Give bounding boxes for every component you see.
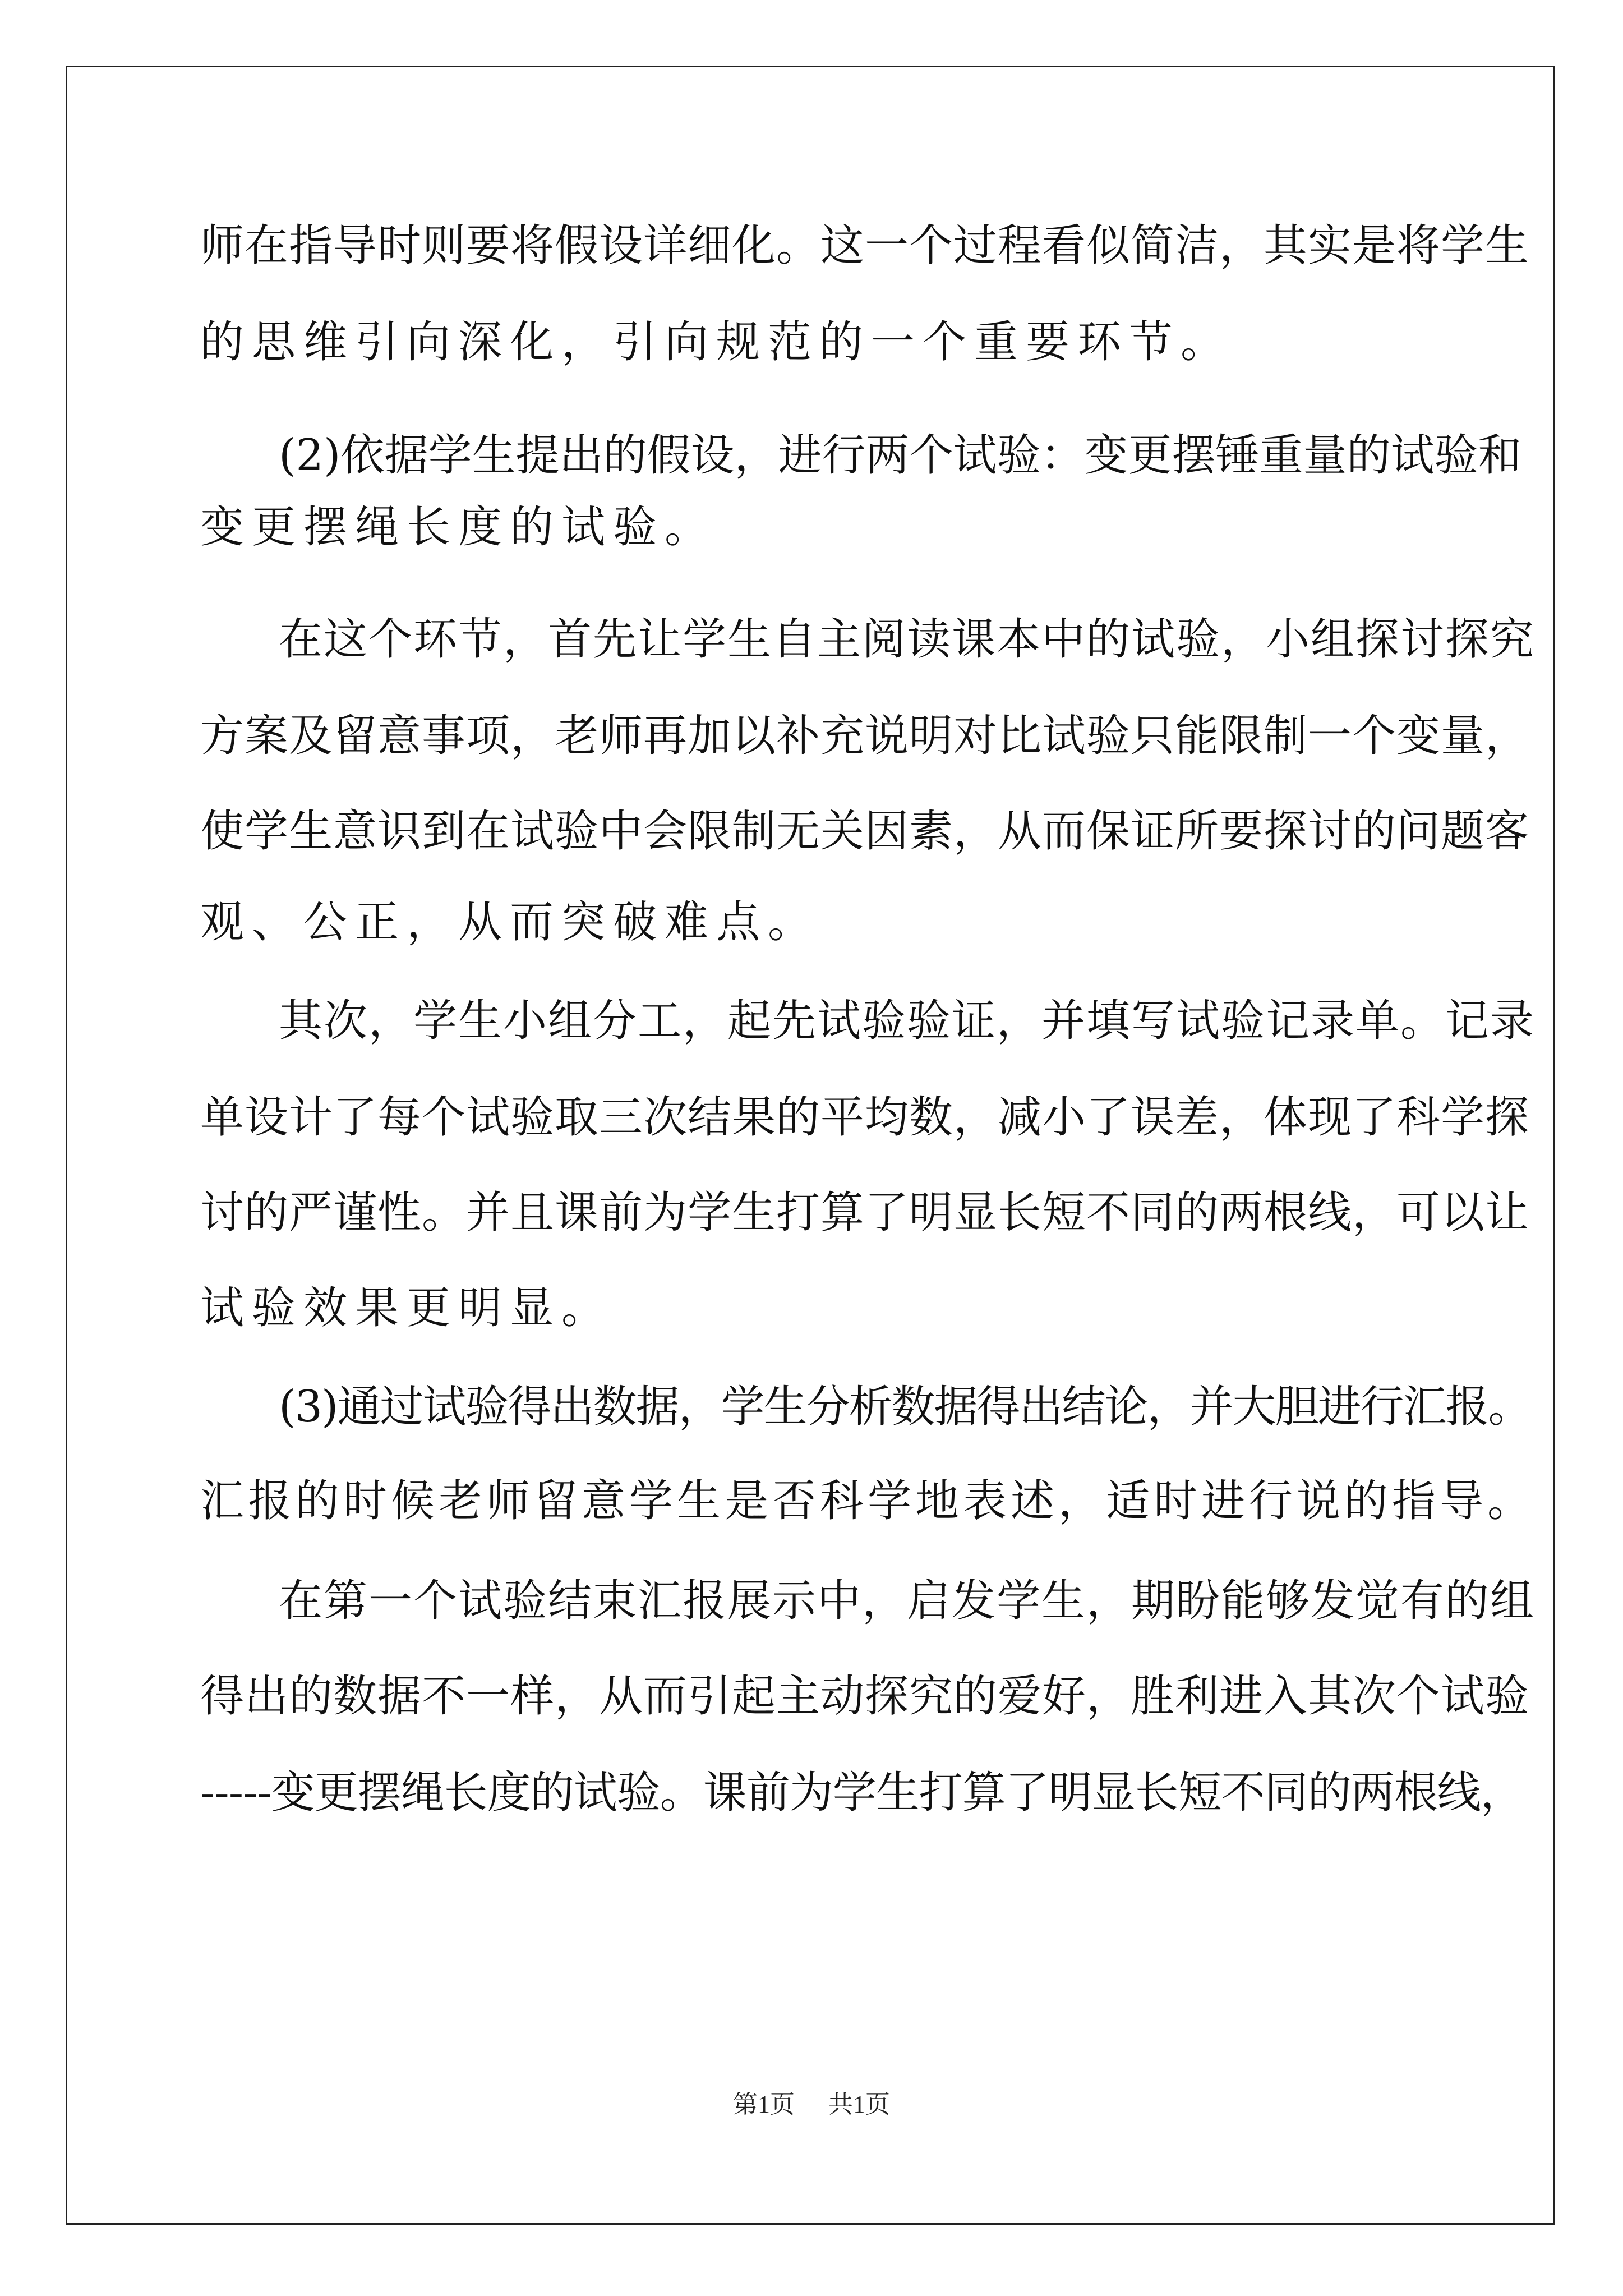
text-line: 在第一个试验结束汇报展示中，启发学生，期盼能够发觉有的组 [279, 1576, 1536, 1626]
text-line: 其次，学生小组分工，起先试验验证，并填写试验记录单。记录 [279, 996, 1536, 1046]
text-line: 的思维引向深化，引向规范的一个重要环节。 [200, 317, 1233, 367]
text-line: 方案及留意事项，老师再加以补充说明对比试验只能限制一个变量， [200, 711, 1530, 761]
text-line: 师在指导时则要将假设详细化。这一个过程看似简洁，其实是将学生 [200, 220, 1530, 271]
page-total: 共1页 [828, 2091, 890, 2118]
text-line: 得出的数据不一样，从而引起主动探究的爱好，胜利进入其次个试验 [200, 1671, 1530, 1722]
text-line: -----变更摆绳长度的试验。课前为学生打算了明显长短不同的两根线， [200, 1768, 1524, 1818]
page-footer [0, 2088, 1623, 2122]
text-line: 汇报的时候老师留意学生是否科学地表述，适时进行说的指导。 [200, 1476, 1536, 1526]
text-line: (3)通过试验得出数据，学生分析数据得出结论，并大胆进行汇报。 [279, 1382, 1531, 1432]
text-line: 讨的严谨性。并且课前为学生打算了明显长短不同的两根线，可以让 [200, 1188, 1530, 1238]
text-line: 单设计了每个试验取三次结果的平均数，减小了误差，体现了科学探 [200, 1092, 1530, 1143]
page-number: 第1页 [733, 2091, 795, 2118]
text-line: 变更摆绳长度的试验。 [200, 502, 717, 553]
text-line: 使学生意识到在试验中会限制无关因素，从而保证所要探讨的问题客 [200, 806, 1530, 857]
text-line: 在这个环节，首先让学生自主阅读课本中的试验，小组探讨探究 [279, 614, 1536, 665]
text-line: 观、公正，从而突破难点。 [200, 897, 820, 947]
text-line: 试验效果更明显。 [200, 1283, 614, 1333]
text-line: (2)依据学生提出的假设，进行两个试验：变更摆锤重量的试验和 [279, 430, 1522, 481]
